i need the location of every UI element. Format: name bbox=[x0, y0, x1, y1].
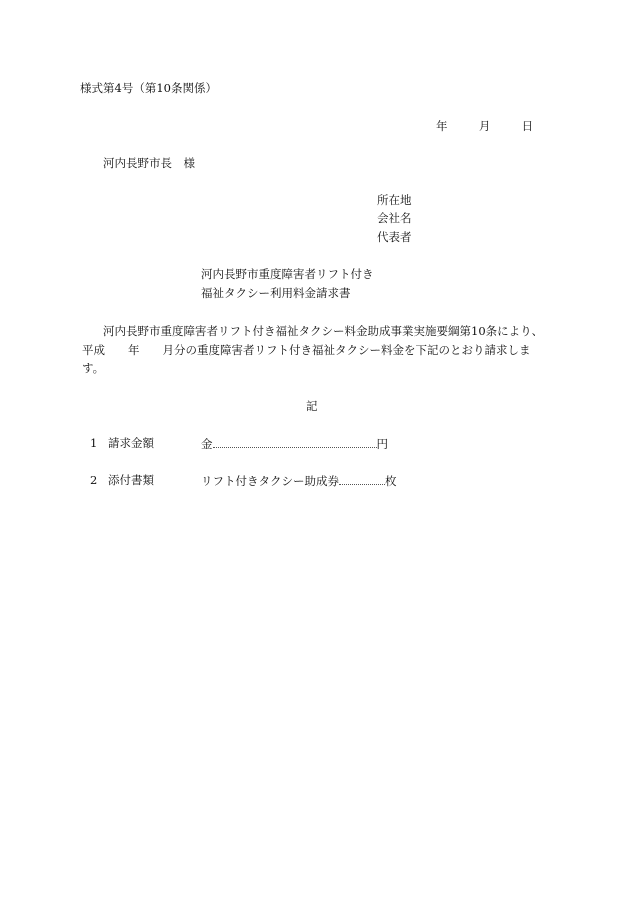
date-line bbox=[436, 118, 533, 134]
item-1-label: 請求金額 bbox=[108, 436, 154, 450]
item-2-number: 2 bbox=[90, 473, 98, 487]
item-1-prefix: 金 bbox=[201, 437, 213, 451]
date-year-label: 年 bbox=[436, 119, 448, 133]
item-2-prefix: リフト付きタクシー助成券 bbox=[201, 474, 339, 488]
form-number: 様式第4号（第10条関係） bbox=[80, 81, 217, 95]
item-2-label: 添付書類 bbox=[108, 473, 154, 487]
document-title-line2: 福祉タクシー利用料金請求書 bbox=[201, 286, 351, 300]
ki-heading: 記 bbox=[306, 399, 318, 413]
item-1-fill-line bbox=[213, 435, 377, 448]
body-line-2: 平成 年 月分の重度障害者リフト付き福祉タクシー料金を下記のとおり請求しま bbox=[82, 343, 531, 357]
item-1-value-line bbox=[201, 435, 388, 452]
sender-representative-label: 代表者 bbox=[377, 230, 412, 244]
date-month-label: 月 bbox=[478, 119, 491, 133]
sender-company-label: 会社名 bbox=[377, 211, 412, 225]
sender-address-label: 所在地 bbox=[377, 193, 412, 207]
item-1-suffix: 円 bbox=[376, 437, 388, 451]
date-day-label: 日 bbox=[521, 119, 534, 133]
item-2-value-line bbox=[201, 472, 397, 489]
item-2-suffix: 枚 bbox=[385, 474, 397, 488]
addressee: 河内長野市長 様 bbox=[103, 156, 195, 170]
body-line-1: 河内長野市重度障害者リフト付き福祉タクシー料金助成事業実施要綱第10条により、 bbox=[103, 324, 544, 338]
item-2-fill-line bbox=[339, 472, 385, 485]
body-line-3: す。 bbox=[82, 361, 105, 375]
document-title-line1: 河内長野市重度障害者リフト付き bbox=[201, 267, 374, 281]
item-1-number: 1 bbox=[90, 436, 98, 450]
